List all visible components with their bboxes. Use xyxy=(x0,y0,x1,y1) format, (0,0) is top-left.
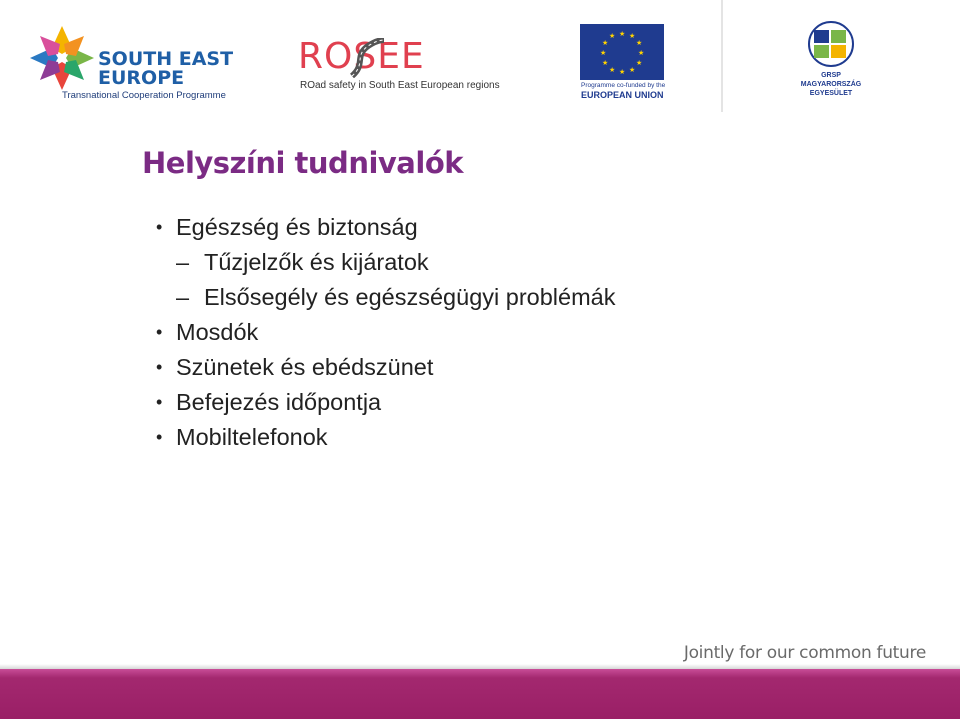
grsp-emblem-icon xyxy=(802,20,860,68)
sub-bullet-item xyxy=(176,283,616,311)
svg-text:★: ★ xyxy=(629,32,636,40)
svg-text:★: ★ xyxy=(636,59,643,67)
svg-text:★: ★ xyxy=(638,49,645,57)
svg-text:★: ★ xyxy=(600,49,607,57)
rosee-logo xyxy=(298,36,498,96)
grsp-logo-line1: GRSP xyxy=(821,72,841,79)
slide-title: Helyszíni tudnivalók xyxy=(142,146,464,180)
sub-bullet-marker: – xyxy=(176,249,190,275)
bullet-item xyxy=(156,353,434,381)
bullet-item xyxy=(156,213,418,241)
bullet-text: Mobiltelefonok xyxy=(176,424,328,450)
bullet-marker: • xyxy=(156,392,163,412)
bullet-marker: • xyxy=(156,427,163,447)
svg-text:★: ★ xyxy=(602,39,609,47)
bullet-text: Szünetek és ebédszünet xyxy=(176,354,434,380)
eu-logo-line2: EUROPEAN UNION xyxy=(581,90,664,100)
grsp-logo-line3: EGYESÜLET xyxy=(809,90,853,97)
bullet-text: Mosdók xyxy=(176,319,259,345)
south-east-europe-logo xyxy=(28,22,234,104)
svg-text:★: ★ xyxy=(609,32,616,40)
svg-text:★: ★ xyxy=(619,68,626,76)
bullet-item xyxy=(156,423,328,451)
bullet-text: Befejezés időpontja xyxy=(176,389,382,415)
bullet-marker: • xyxy=(156,322,163,342)
svg-text:★: ★ xyxy=(636,39,643,47)
rosee-logo-subtitle: ROad safety in South East European regions xyxy=(300,80,500,91)
road-icon xyxy=(346,38,386,78)
svg-text:★: ★ xyxy=(602,59,609,67)
eu-flag-icon xyxy=(580,24,664,80)
bullet-text: Egészség és biztonság xyxy=(176,214,418,240)
sub-bullet-marker: – xyxy=(176,284,190,310)
bullet-item xyxy=(156,318,259,346)
rosee-logo-word: ROSEE xyxy=(298,36,425,77)
sub-bullet-item xyxy=(176,248,429,276)
eu-logo xyxy=(580,24,666,100)
see-logo-line2: EUROPE xyxy=(98,67,185,89)
bullet-item xyxy=(156,388,382,416)
footer-band xyxy=(0,669,960,719)
footer-tagline: Jointly for our common future xyxy=(683,643,926,663)
svg-text:★: ★ xyxy=(619,30,626,38)
grsp-logo-line2: MAGYARORSZÁG xyxy=(800,81,862,88)
svg-text:★: ★ xyxy=(629,66,636,74)
eu-logo-line1: Programme co-funded by the xyxy=(581,82,666,89)
bullet-text: Elsősegély és egészségügyi problémák xyxy=(204,284,616,310)
see-flower-icon xyxy=(28,24,98,94)
see-logo-line1: SOUTH EAST xyxy=(98,48,234,70)
svg-text:★: ★ xyxy=(609,66,616,74)
header-divider xyxy=(721,0,723,112)
bullet-marker: • xyxy=(156,357,163,377)
bullet-text: Tűzjelzők és kijáratok xyxy=(204,249,429,275)
grsp-logo xyxy=(797,18,865,104)
bullet-marker: • xyxy=(156,217,163,237)
see-logo-subtitle: Transnational Cooperation Programme xyxy=(62,90,226,101)
